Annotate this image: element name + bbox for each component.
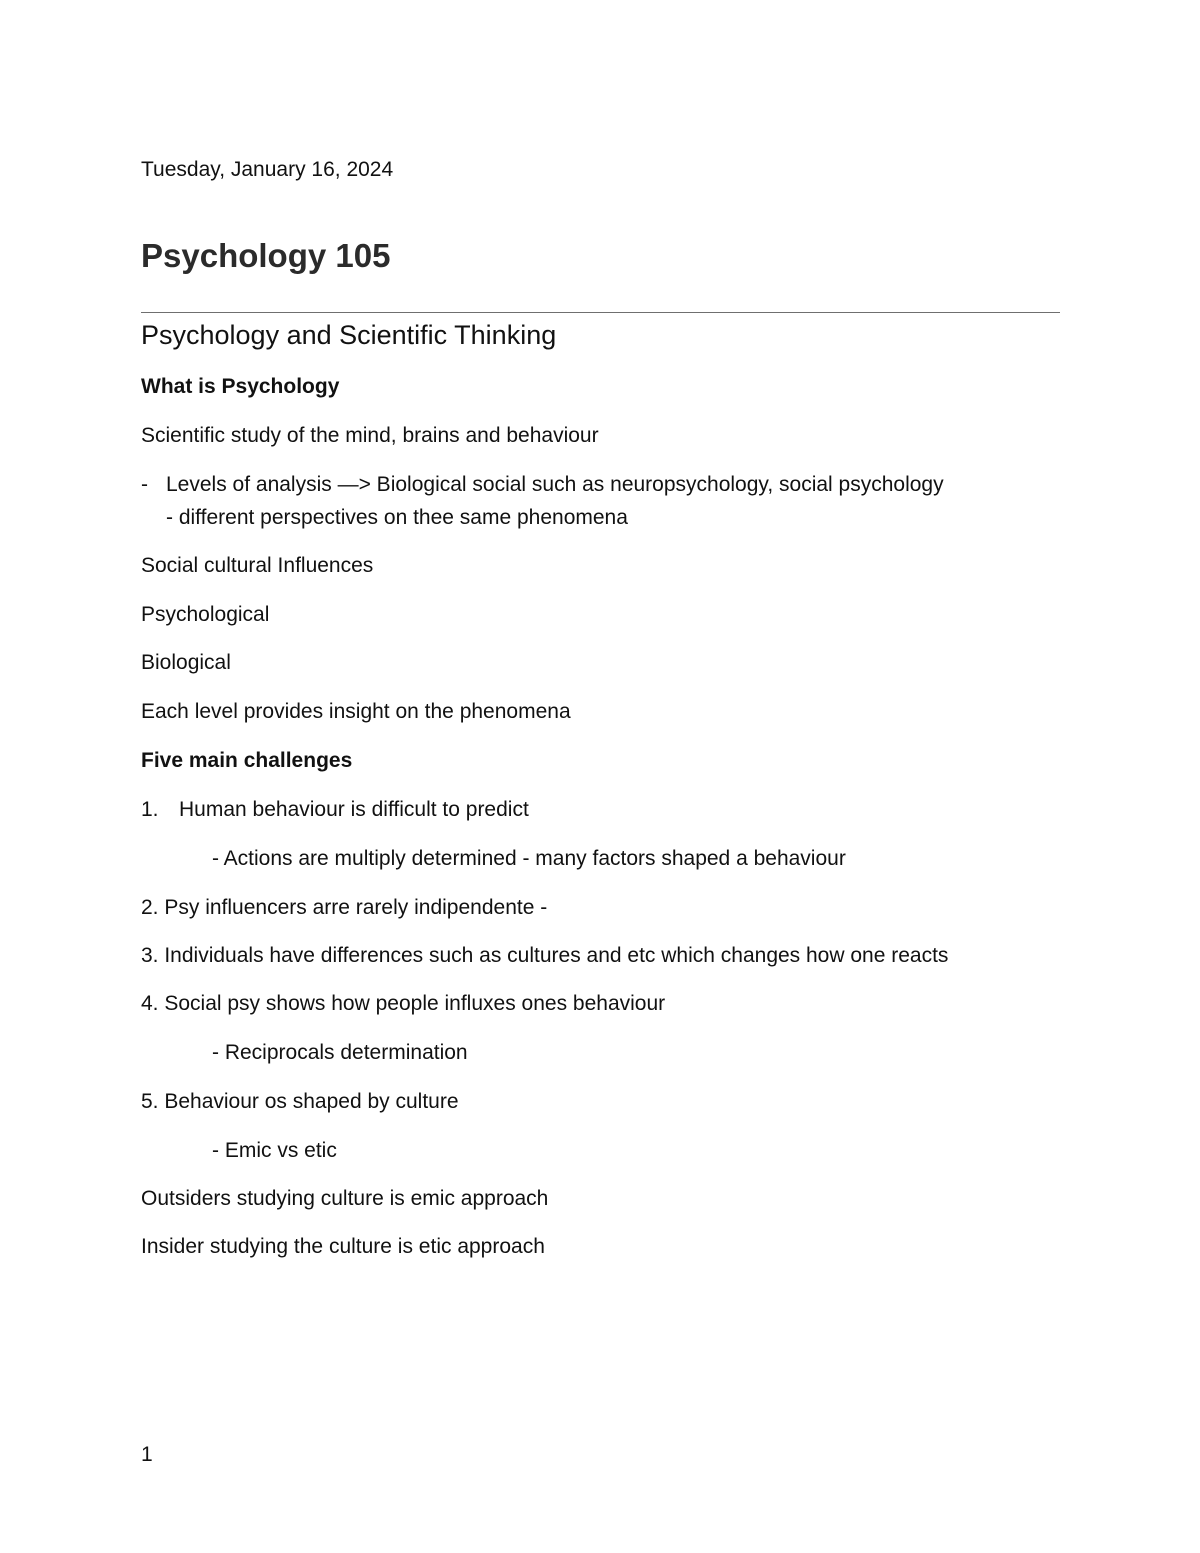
note-emic: Outsiders studying culture is emic approach [141,1187,549,1210]
page-number: 1 [141,1443,153,1466]
bullet-line-perspectives: - different perspectives on thee same phenomena [166,506,628,529]
bullet-line-levels-of-analysis: Levels of analysis —> Biological social such as neuropsychology, social psychology [166,473,944,496]
chapter-subtitle: Psychology and Scientific Thinking [141,320,557,350]
section-heading-what-is-psychology: What is Psychology [141,375,340,398]
list-item-1-sub: - Actions are multiply determined - many factors shaped a behaviour [212,847,846,870]
influence-psychological: Psychological [141,603,270,626]
list-number-1: 1. [141,798,159,821]
bullet-marker: - [141,473,148,496]
section-heading-five-challenges: Five main challenges [141,749,353,772]
list-item-3: 3. Individuals have differences such as cultures and etc which changes how one reacts [141,944,949,967]
note-etic: Insider studying the culture is etic approach [141,1235,545,1258]
list-item-4: 4. Social psy shows how people influxes ones behaviour [141,992,666,1015]
list-item-4-sub: - Reciprocals determination [212,1041,468,1064]
list-item-5-sub: - Emic vs etic [212,1139,337,1162]
list-item-1: Human behaviour is difficult to predict [179,798,529,821]
list-item-2: 2. Psy influencers arre rarely indipendente - [141,896,548,919]
title-divider [141,312,1060,313]
list-item-5: 5. Behaviour os shaped by culture [141,1090,459,1113]
page-title: Psychology 105 [141,237,391,274]
influence-social-cultural: Social cultural Influences [141,554,374,577]
note-date: Tuesday, January 16, 2024 [141,158,394,181]
levels-summary: Each level provides insight on the phenomena [141,700,571,723]
definition-text: Scientific study of the mind, brains and behaviour [141,424,599,447]
influence-biological: Biological [141,651,231,674]
